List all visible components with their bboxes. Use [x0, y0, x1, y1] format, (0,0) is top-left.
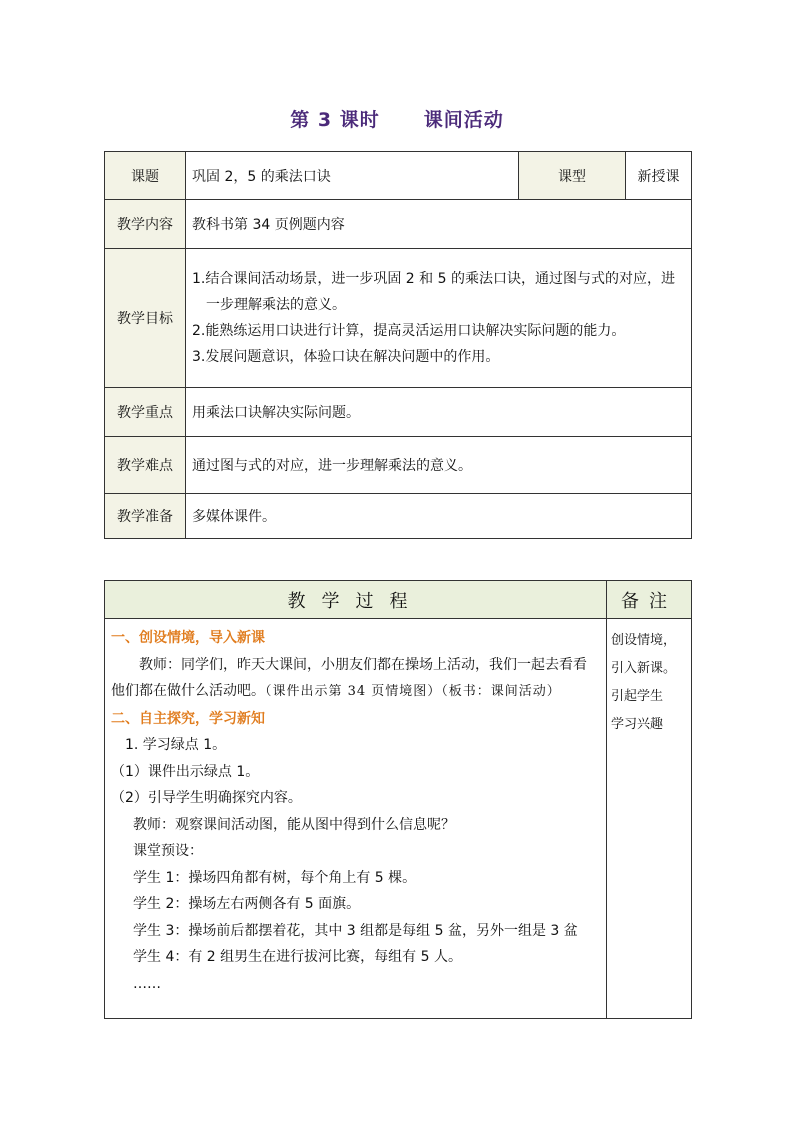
teaching-process-table: [104, 580, 692, 1019]
goal-item: 1.结合课间活动场景，进一步巩固 2 和 5 的乘法口诀，通过图与式的对应，进一步理解乘法的意义。: [192, 271, 675, 313]
goal-item: 2.能熟练运用口诀进行计算，提高灵活运用口诀解决实际问题的能力。: [192, 323, 626, 339]
ellipsis: ……: [133, 975, 161, 992]
goals-label: 教学目标: [105, 249, 186, 388]
process-header-row: [105, 581, 692, 619]
goals-value: [186, 249, 692, 388]
content-row: [105, 200, 692, 249]
goals-row: [105, 249, 692, 388]
notes-header: 备注: [607, 581, 692, 619]
lesson-number: 第 3 课时: [290, 109, 380, 131]
student-answer: 学生 3：操场前后都摆着花，其中 3 组都是每组 5 盆，另外一组是 3 盆: [133, 922, 578, 939]
goal-item: 3.发展问题意识，体验口诀在解决问题中的作用。: [192, 349, 500, 365]
note-line: 引起学生: [611, 689, 664, 704]
section-2-title: 二、自主探究，学习新知: [111, 710, 265, 727]
note-line: 引入新课。: [611, 661, 677, 676]
note-line: 学习兴趣: [611, 717, 664, 732]
type-value: 新授课: [626, 152, 692, 200]
process-header: 教学过程: [105, 581, 607, 619]
student-answer: 学生 4：有 2 组男生在进行拔河比赛，每组有 5 人。: [133, 949, 462, 965]
key-row: [105, 388, 692, 437]
lesson-info-table: [104, 151, 692, 539]
process-body-row: [105, 619, 692, 1019]
prep-value: 多媒体课件。: [186, 494, 692, 539]
section-1-text: 教师：同学们，昨天大课间，小朋友们都在操场上活动，我们一起去看看他们都在做什么活动吧。（课件出示第 34 页情境图）（板书：课间活动）: [111, 656, 587, 699]
teacher-question: 教师：观察课间活动图，能从图中得到什么信息呢？: [133, 816, 455, 833]
type-label: 课型: [519, 152, 626, 200]
lesson-title: 课间活动: [423, 109, 504, 131]
difficulty-row: [105, 437, 692, 494]
preset-label: 课堂预设：: [133, 843, 203, 859]
difficulty-label: 教学难点: [105, 437, 186, 494]
step-1a: （1）课件出示绿点 1。: [111, 763, 260, 780]
topic-value: 巩固 2，5 的乘法口诀: [186, 152, 519, 200]
prep-label: 教学准备: [105, 494, 186, 539]
prep-row: [105, 494, 692, 539]
process-content: [105, 619, 607, 1019]
section-1-board: （课件出示第 34 页情境图）（板书：课间活动）: [265, 684, 561, 699]
note-line: 创设情境，: [611, 633, 677, 648]
student-answer: 学生 1：操场四角都有树，每个角上有 5 棵。: [133, 869, 417, 886]
difficulty-value: 通过图与式的对应，进一步理解乘法的意义。: [186, 437, 692, 494]
content-label: 教学内容: [105, 200, 186, 249]
notes-column: [607, 619, 692, 1019]
step-1b: （2）引导学生明确探究内容。: [111, 790, 302, 806]
section-1-title: 一、创设情境，导入新课: [111, 630, 265, 646]
key-label: 教学重点: [105, 388, 186, 437]
student-answer: 学生 2：操场左右两侧各有 5 面旗。: [133, 896, 361, 912]
content-value: 教科书第 34 页例题内容: [186, 200, 692, 249]
topic-row: [105, 152, 692, 200]
key-value: 用乘法口诀解决实际问题。: [186, 388, 692, 437]
step-1: 1. 学习绿点 1。: [125, 737, 227, 753]
page-title: [0, 105, 794, 132]
topic-label: 课题: [105, 152, 186, 200]
